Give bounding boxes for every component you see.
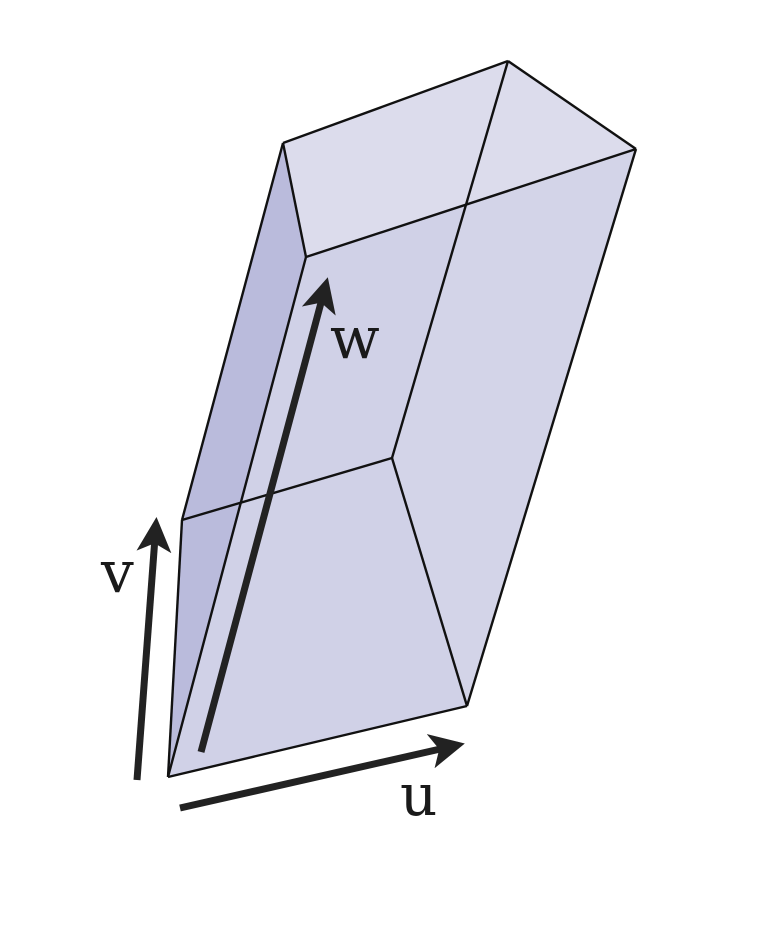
vector-v-arrow <box>137 524 156 780</box>
vector-u-label: u <box>400 761 438 829</box>
vector-w-label: w <box>330 304 380 372</box>
vector-v-label: v <box>101 538 134 606</box>
